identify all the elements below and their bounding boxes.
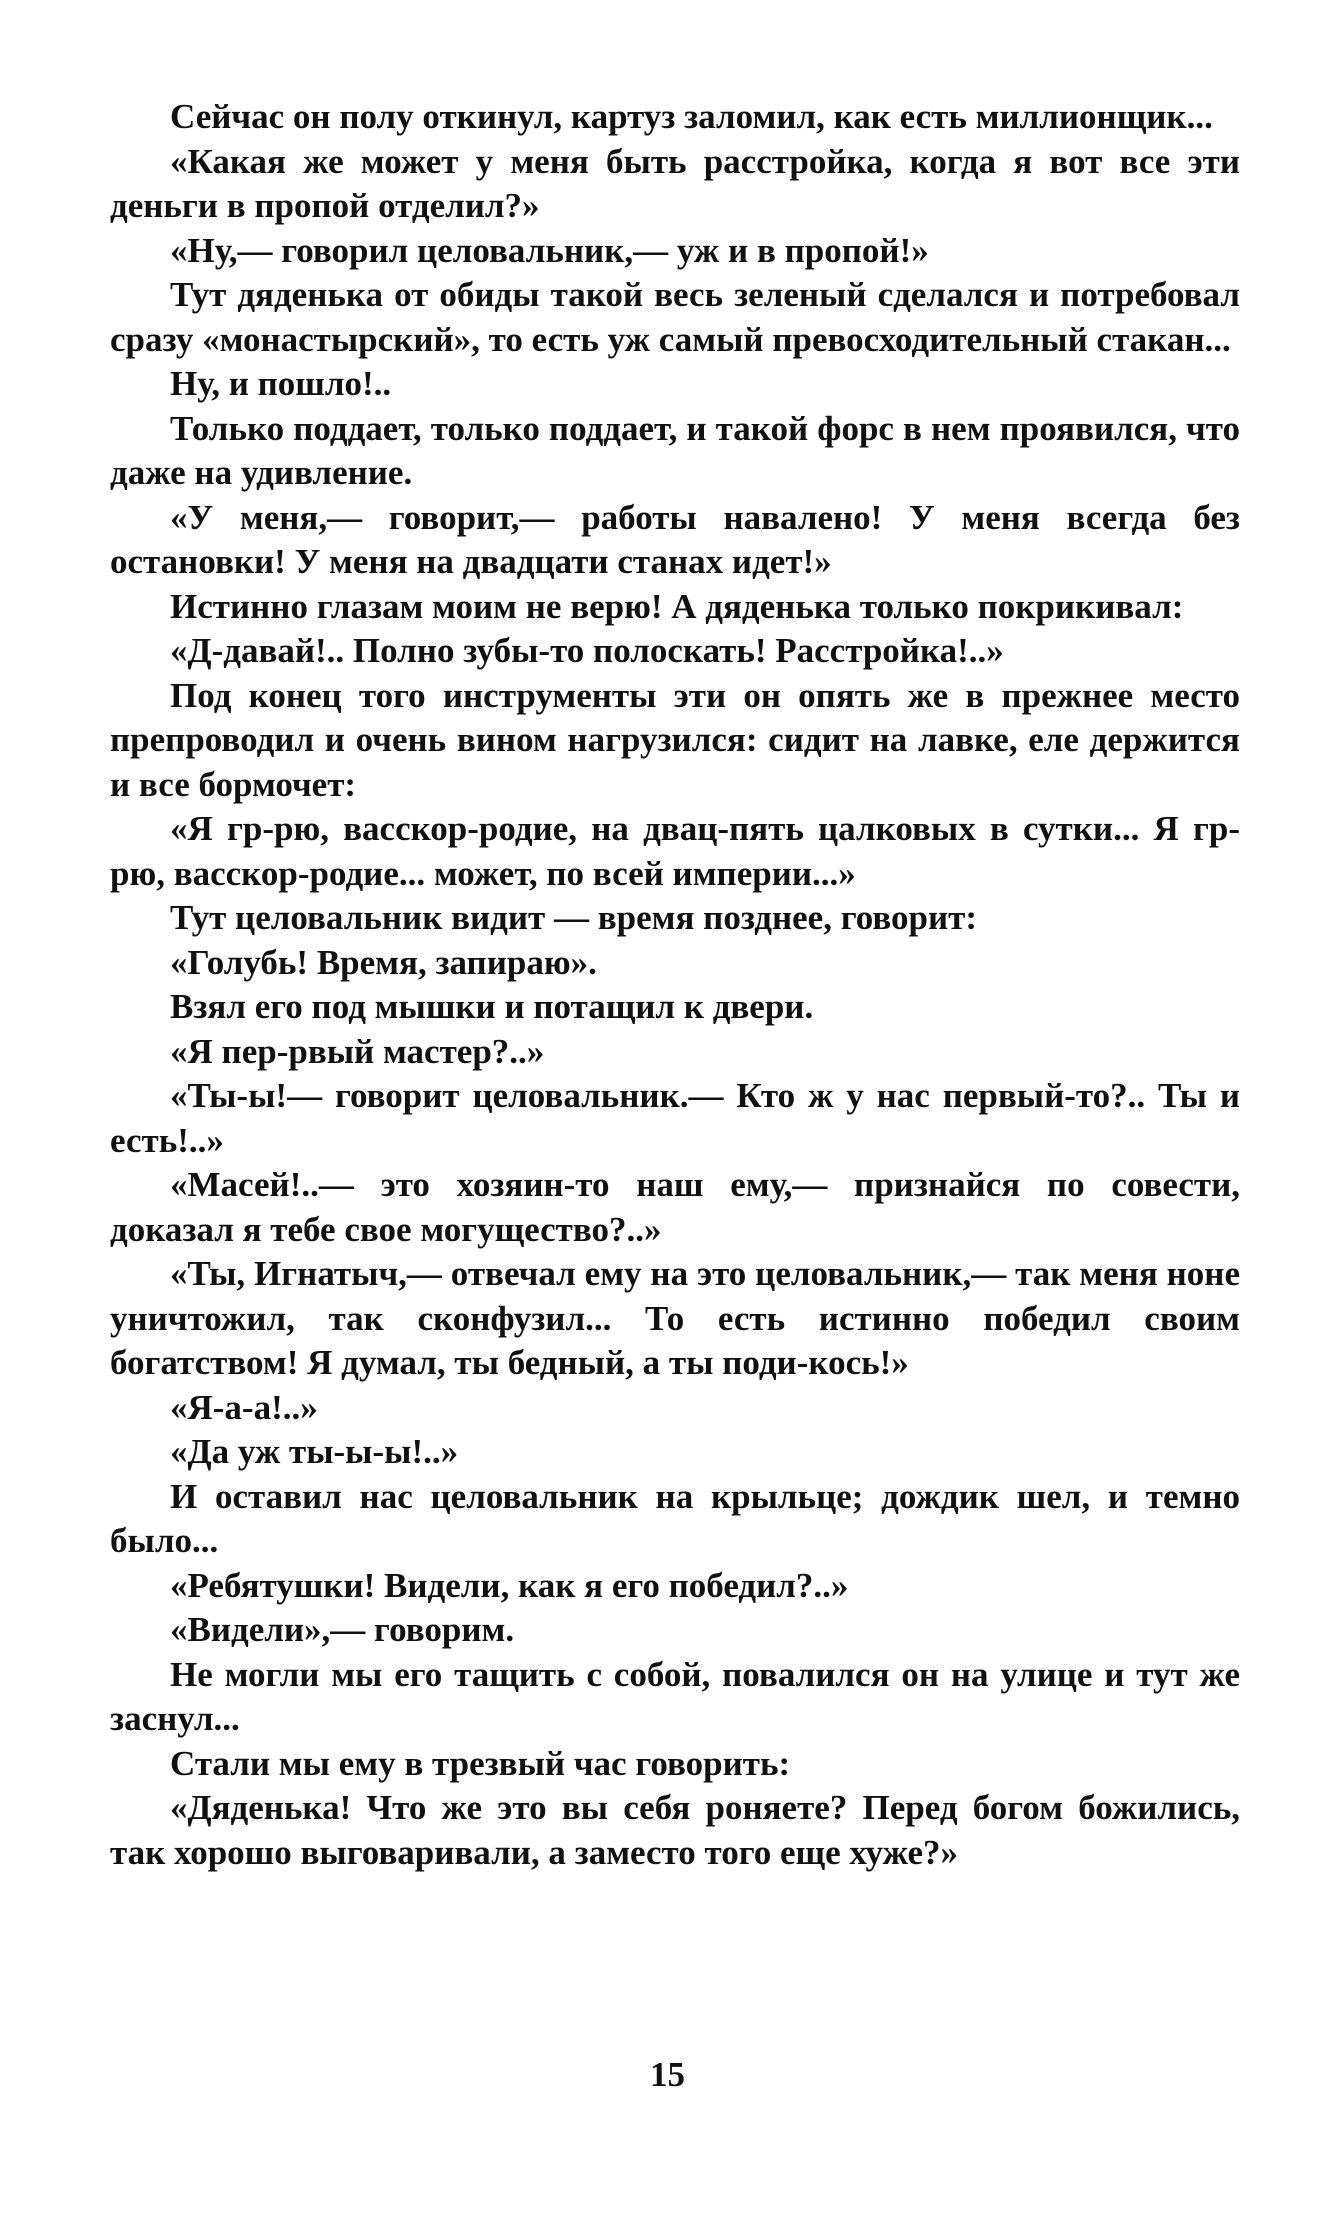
paragraph: «Ребятушки! Видели, как я его победил?..» (170, 1565, 849, 1605)
paragraph: Ну, и пошло!.. (170, 364, 392, 403)
paragraph: Тут целовальник видит — время позднее, говорит: (170, 898, 977, 937)
paragraph: Истинно глазам моим не верю! А дяденька только покрикивал: (170, 586, 1184, 626)
paragraph: И оставил нас целовальник на крыльце; дождик шел, и темно было... (110, 1476, 1240, 1560)
paragraph: Взял его под мышки и потащил к двери. (170, 987, 814, 1026)
page-text (110, 95, 1240, 1875)
paragraph: «Масей!..— это хозяин-то наш ему,— признайся по совести, доказал я тебе свое могущество?..» (110, 1165, 1240, 1249)
paragraph: «Ну,— говорил целовальник,— уж и в пропой!» (170, 230, 929, 270)
paragraph: «Да уж ты-ы-ы!..» (170, 1432, 459, 1471)
paragraph: «Ты-ы!— говорит целовальник.— Кто ж у нас первый-то?.. Ты и есть!..» (110, 1076, 1240, 1160)
paragraph: «Я-а-а!..» (170, 1387, 318, 1427)
page-number: 15 (650, 2055, 685, 2094)
paragraph: Сейчас он полу откинул, картуз заломил, как есть миллионщик... (170, 97, 1213, 136)
paragraph: «Дяденька! Что же это вы себя роняете? Перед богом божились, так хорошо выговаривали, а заместо того еще хуже?» (110, 1788, 1240, 1872)
paragraph: «Ты, Игнатыч,— отвечал ему на это целовальник,— так меня ноне уничтожил, так сконфузил... То есть истинно победил своим богатством! Я думал, ты бедный, а ты поди-кось!» (110, 1254, 1240, 1382)
paragraph: «Я гр-рю, васскор-родие, на двац-пять цалковых в сутки... Я гр-рю, васскор-родие... может, по всей империи...» (110, 809, 1240, 893)
paragraph: «У меня,— говорит,— работы навалено! У меня всегда без остановки! У меня на двадцати станах идет!» (110, 497, 1240, 581)
paragraph: «Голубь! Время, запираю». (170, 942, 597, 982)
paragraph: «Какая же может у меня быть расстройка, когда я вот все эти деньги в пропой отделил?» (110, 141, 1240, 225)
paragraph: Стали мы ему в трезвый час говорить: (170, 1743, 791, 1783)
paragraph: «Я пер-рвый мастер?..» (170, 1031, 545, 1071)
paragraph: «Видели»,— говорим. (170, 1610, 515, 1649)
paragraph: Только поддает, только поддает, и такой форс в нем проявился, что даже на удивление. (110, 408, 1240, 492)
paragraph: Тут дяденька от обиды такой весь зеленый сделался и потребовал сразу «монастырский», то есть уж самый превосходительный стакан... (110, 275, 1240, 359)
paragraph: Под конец того инструменты эти он опять же в прежнее место препроводил и очень вином нагрузился: сидит на лавке, еле держится и все бормочет: (110, 675, 1240, 804)
paragraph: «Д-давай!.. Полно зубы-то полоскать! Расстройка!..» (170, 631, 1004, 670)
paragraph: Не могли мы его тащить с собой, повалился он на улице и тут же заснул... (110, 1654, 1240, 1738)
